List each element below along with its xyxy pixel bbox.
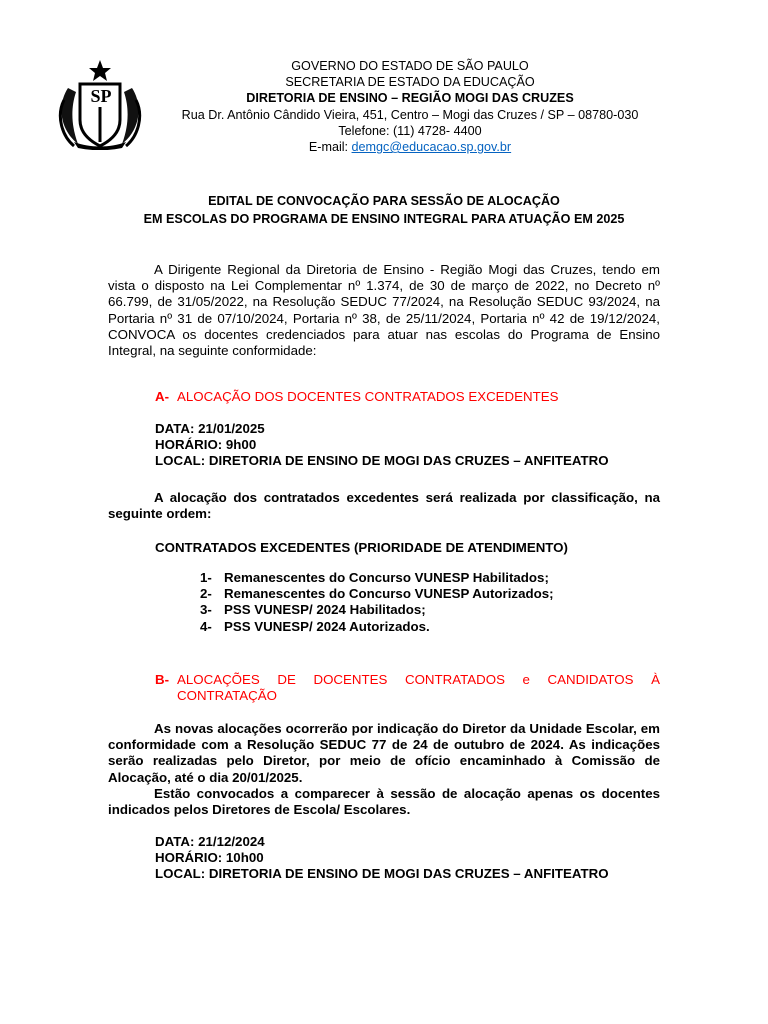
seal-letters: SP: [84, 86, 118, 107]
list-item: 4- PSS VUNESP/ 2024 Autorizados.: [200, 618, 430, 634]
section-b-title: [177, 672, 660, 704]
header-secretariat: SECRETARIA DE ESTADO DA EDUCAÇÃO: [285, 75, 535, 90]
section-b-para2-text: Estão convocados a comparecer à sessão de alocação apenas os docentes indicados pelos Diretores de Escola/ Escolares.: [108, 786, 660, 818]
section-b-time: HORÁRIO: 10h00: [155, 850, 264, 866]
header-email-line: [165, 139, 655, 155]
section-b-paragraph-1: [108, 721, 660, 786]
edital-title: [60, 192, 708, 228]
header-phone: Telefone: (11) 4728- 4400: [338, 123, 482, 138]
section-a-date: DATA: 21/01/2025: [155, 421, 265, 436]
section-b-paragraph-2: [108, 786, 660, 818]
priority-list: [200, 570, 554, 635]
header-government: GOVERNO DO ESTADO DE SÃO PAULO: [291, 59, 529, 73]
title-line-1: EDITAL DE CONVOCAÇÃO PARA SESSÃO DE ALOCAÇÃO: [208, 194, 560, 208]
section-a-note: [108, 490, 660, 522]
section-a-schedule: [155, 421, 609, 470]
title-line-2: EM ESCOLAS DO PROGRAMA DE ENSINO INTEGRAL PARA ATUAÇÃO EM 2025: [143, 212, 625, 226]
section-a-letter: A-: [155, 389, 170, 404]
priority-subtitle: CONTRATADOS EXCEDENTES (PRIORIDADE DE ATENDIMENTO): [155, 540, 568, 555]
header-address: Rua Dr. Antônio Cândido Vieira, 451, Centro – Mogi das Cruzes / SP – 08780-030: [181, 107, 639, 122]
section-b-title-line-2: CONTRATAÇÃO: [177, 688, 277, 704]
section-b-schedule: [155, 834, 609, 883]
intro-text: A Dirigente Regional da Diretoria de Ensino - Região Mogi das Cruzes, tendo em vista o disposto na Lei Complementar nº 1.374, de 30 de março de 2022, no Decreto nº 66.799, de 31/05/2022, na Resolução SEDUC 77/2024, na Resolução SEDUC 93/2024, na Portaria nº 31 de 07/10/2024, Portaria nº 38, de 25/11/2024, Portaria nº 42 de 19/12/2024, CONVOCA os docentes credenciados para atuar nas escolas do Programa de Ensino Integral, na seguinte conformidade:: [108, 262, 660, 359]
section-b-place: LOCAL: DIRETORIA DE ENSINO DE MOGI DAS CRUZES – ANFITEATRO: [155, 866, 609, 882]
letterhead: [165, 58, 655, 155]
section-b-date: DATA: 21/12/2024: [155, 834, 265, 849]
email-label: E-mail:: [308, 140, 352, 155]
list-item: 2- Remanescentes do Concurso VUNESP Autorizados;: [200, 586, 554, 602]
section-a-note-text: A alocação dos contratados excedentes será realizada por classificação, na seguinte ordem:: [108, 490, 660, 522]
section-b-letter: B-: [155, 672, 170, 687]
intro-paragraph: [108, 262, 660, 359]
email-link[interactable]: demgc@educacao.sp.gov.br: [351, 140, 512, 155]
section-b-para1-text: As novas alocações ocorrerão por indicação do Diretor da Unidade Escolar, em conformidade com a Resolução SEDUC 77 de 24 de outubro de 2024. As indicações serão realizadas pelo Diretor, por meio de ofício encaminhado à Comissão de Alocação, até o dia 20/01/2025.: [108, 721, 660, 785]
list-item: 1- Remanescentes do Concurso VUNESP Habilitados;: [200, 570, 549, 585]
section-a-title: ALOCAÇÃO DOS DOCENTES CONTRATADOS EXCEDENTES: [177, 389, 559, 404]
section-b-heading: [155, 672, 660, 704]
section-b-title-line-1: ALOCAÇÕES DE DOCENTES CONTRATADOS e CANDIDATOS À: [177, 672, 660, 687]
header-directorate: DIRETORIA DE ENSINO – REGIÃO MOGI DAS CRUZES: [246, 91, 574, 106]
section-a-heading: [155, 389, 660, 405]
section-a-place: LOCAL: DIRETORIA DE ENSINO DE MOGI DAS CRUZES – ANFITEATRO: [155, 453, 609, 469]
section-a-time: HORÁRIO: 9h00: [155, 437, 257, 453]
list-item: 3- PSS VUNESP/ 2024 Habilitados;: [200, 602, 426, 618]
